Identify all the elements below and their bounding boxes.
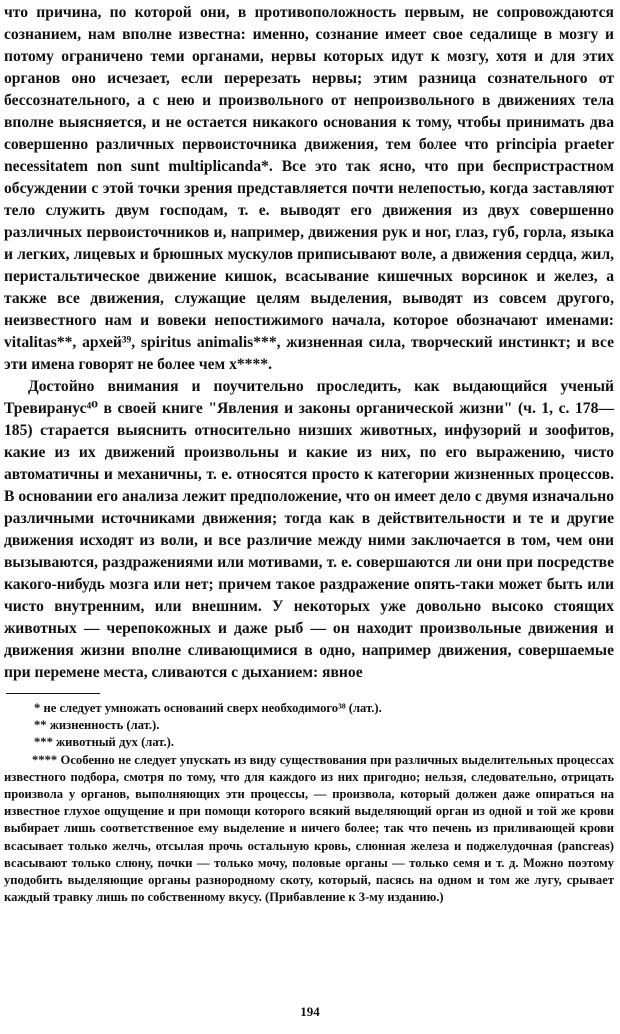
paragraph-2: Достойно внимания и поучительно проследить, как выдающийся ученый Тревиранус⁴⁰ в своей книге "Явления и законы органической жизни" (ч. 1, с. 178—185) старается выяснить относительно низших животных, инфузорий и зоофитов, какие из их движений произвольны и какие из них, по его выражению, чисто автоматичны и механичны, т. е. относятся просто к категории жизненных процессов. В основании его анализа лежит предположение, что он имеет дело с двумя изначально различными источниками движения; тогда как в действительности и те и другие движения исходят из воли, и все различие между ними заключается в том, чем они вызываются, раздражениями или мотивами, т. е. совершаются ли они при посредстве какого-нибудь мозга или нет; причем такое раздражение опять-таки может быть или чисто внутренним, или внешним. У некоторых уже довольно высоко стоящих животных — черепокожных и даже рыб — он находит произвольные движения и движения жизни вполне сливающимися в одно, например движения, совершаемые при перемене места, сливаются с дыханием: явное [4,378,614,681]
footnote-1: * не следует умножать оснований сверх необходимого³⁸ (лат.). [34,701,382,715]
page-number: 194 [300,1004,320,1019]
footnote-separator [6,693,100,694]
footnotes [4,700,614,906]
main-text [4,2,614,684]
footnote-4: **** Особенно не следует упускать из виду существования при различных выделительных процессах известного подбора, смотря по тому, что для каждого из них пригодно; нельзя, следовательно, отрицать произвола у органов, выполняющих эти процессы, — произвола, который должен даже опираться на известное глухое ощущение и при помощи которого всякий выделяющий орган из одной и той же крови выбирает лишь соответственное ему выделение и ничего более; так что печень из приливающей крови всасывает только желчь, отсылая прочь остальную кровь, слюнная железа и поджелудочная (pancreas) всасывают только слюну, почки — только мочу, половые органы — только семя и т. д. Можно поэтому уподобить выделяющие органы разнородному скоту, который, пасясь на одном и том же лугу, срывает каждый травку лишь по собственному вкусу. (Прибавление к 3-му изданию.) [4,752,614,905]
footnote-2: ** жизненность (лат.). [34,718,160,733]
footnote-3: *** животный дух (лат.). [34,735,175,750]
paragraph-1: что причина, по которой они, в противоположность первым, не сопровождаются сознанием, нам вполне известна: именно, сознание имеет свое седалище в мозгу и потому ограничено теми органами, нервы которых идут к мозгу, хотя и для этих органов оно исчезает, если перерезать нервы; этим разница сознательного от бессознательного, а с нею и произвольного от непроизвольного в движениях тела вполне выясняется, и не остается никакого основания к тому, чтобы принимать два совершенно различных первоисточника движения, тем более что principia praeter necessitatem non sunt multiplicanda*. Все это так ясно, что при беспристрастном обсуждении с этой точки зрения представляется почти нелепостью, когда заставляют тело служить двум господам, т. е. выводят его движения из двух совершенно различных первоисточников и, например, движения рук и ног, глаз, губ, горла, языка и легких, лицевых и брюшных мускулов приписывают воле, а движения сердца, жил, перистальтическое движение кишок, всасывание кишечных ворсинок и желез, а также все движения, служащие целям выделения, выводят из совсем другого, неизвестного нам и вовеки непостижимого начала, которое обозначают именами: vitalitas**, архей³⁹, spiritus animalis***, жизненная сила, творческий инстинкт; и все эти имена говорят не более чем x****. [4,4,614,373]
